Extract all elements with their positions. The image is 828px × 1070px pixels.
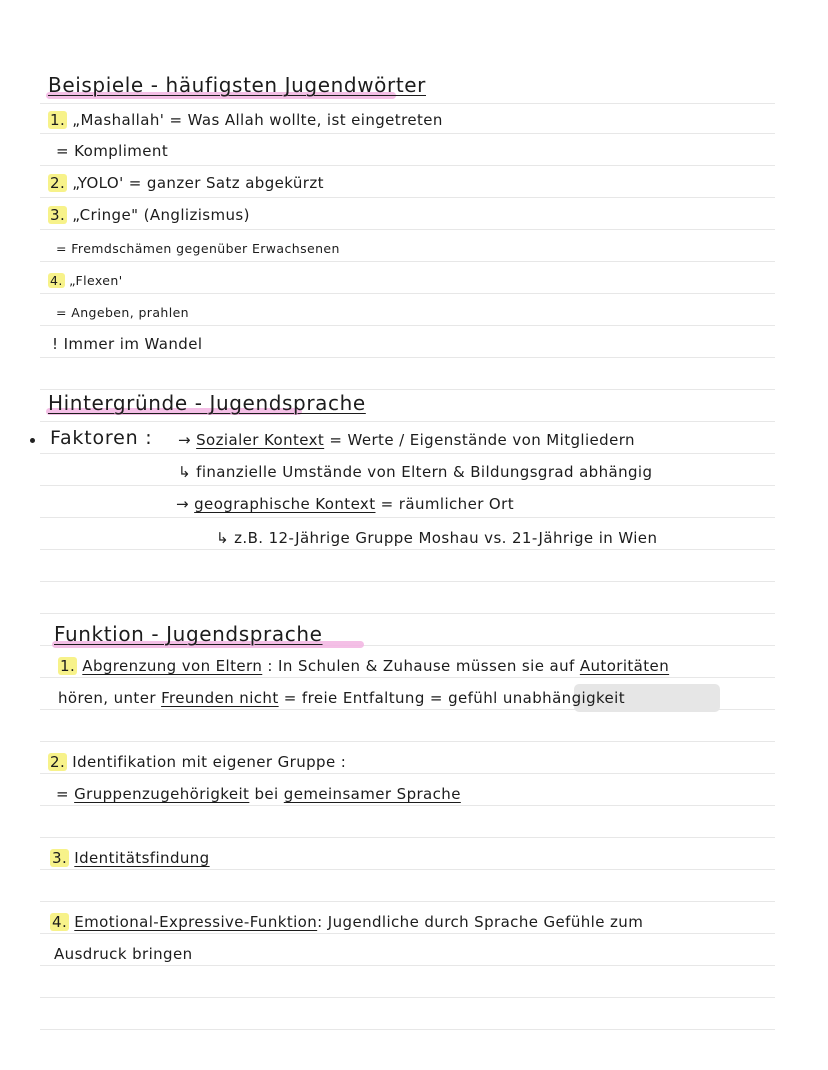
factor-financial [178, 462, 652, 482]
function-number-4: 4. [52, 913, 68, 931]
number-4: 4. [50, 273, 63, 288]
function-2-sub-c: bei [249, 785, 284, 803]
example-2 [48, 173, 324, 193]
number-2: 2. [50, 174, 66, 192]
function-3 [50, 848, 210, 868]
arrow-return-icon: ↳ [178, 463, 191, 481]
function-4 [50, 912, 643, 932]
function-1-line-2-b: Freunden nicht [161, 689, 279, 707]
section-heading-examples: Beispiele - häufigsten Jugendwörter [48, 73, 426, 97]
arrow-right-icon: → [178, 431, 191, 449]
section-heading-function: Funktion - Jugendsprache [54, 622, 323, 646]
function-1-rest-b: Autoritäten [579, 657, 670, 675]
function-1-rest-a: : In Schulen & Zuhause müssen sie auf [262, 657, 580, 675]
function-1-line-2-c: = freie Entfaltung [278, 689, 425, 707]
note-always-changing: ! Immer im Wandel [52, 335, 203, 353]
function-2-sub-b: Gruppenzugehörigkeit [74, 785, 250, 803]
example-4 [48, 271, 123, 291]
example-3-sub: = Fremdschämen gegenüber Erwachsenen [56, 241, 340, 256]
function-2-sub [56, 784, 461, 804]
function-number-2: 2. [50, 753, 66, 771]
number-3: 3. [50, 206, 66, 224]
factor-geographic [176, 494, 514, 514]
example-1-sub: = Kompliment [56, 142, 169, 160]
example-2-text: „YOLO' = ganzer Satz abgekürzt [72, 174, 324, 192]
factor-1-term: Sozialer Kontext [196, 431, 325, 449]
bullet-dot-icon [30, 438, 35, 443]
function-4-line-2: Ausdruck bringen [54, 945, 193, 963]
function-4-term: Emotional-Expressive-Funktion [74, 913, 318, 931]
factor-2-text: finanzielle Umstände von Eltern & Bildungsgrad abhängig [196, 463, 653, 481]
factor-3-term: geographische Kontext [194, 495, 376, 513]
function-number-1: 1. [60, 657, 76, 675]
function-1-line-2 [58, 688, 625, 708]
example-4-text: „Flexen' [69, 273, 123, 288]
example-1-text: „Mashallah' = Was Allah wollte, ist eingetreten [72, 111, 443, 129]
example-3-text: „Cringe" (Anglizismus) [72, 206, 250, 224]
example-3 [48, 205, 250, 225]
factors-label: Faktoren : [50, 427, 153, 449]
function-1-term: Abgrenzung von Eltern [82, 657, 263, 675]
function-1-line-2-a: hören, unter [58, 689, 162, 707]
number-1: 1. [50, 111, 66, 129]
example-1 [48, 110, 443, 130]
function-4-rest: : Jugendliche durch Sprache Gefühle zum [317, 913, 644, 931]
factor-example [216, 528, 657, 548]
arrow-right-icon: → [176, 495, 189, 513]
factor-3-rest: = räumlicher Ort [375, 495, 514, 513]
function-3-text: Identitätsfindung [74, 849, 210, 867]
factor-social-context [178, 430, 635, 450]
function-2-sub-a: = [56, 785, 75, 803]
section-heading-background: Hintergründe - Jugendsprache [48, 391, 366, 415]
function-1-line-2-d: = gefühl unabhängigkeit [424, 689, 626, 707]
function-1-line-1 [58, 656, 669, 676]
arrow-return-icon: ↳ [216, 529, 229, 547]
function-2 [48, 752, 346, 772]
factor-1-rest: = Werte / Eigenstände von Mitgliedern [324, 431, 635, 449]
function-2-text: Identifikation mit eigener Gruppe : [72, 753, 347, 771]
example-4-sub: = Angeben, prahlen [56, 305, 189, 320]
function-number-3: 3. [52, 849, 68, 867]
example-text: z.B. 12-Jährige Gruppe Moshau vs. 21-Jährige in Wien [234, 529, 658, 547]
function-2-sub-d: gemeinsamer Sprache [283, 785, 461, 803]
